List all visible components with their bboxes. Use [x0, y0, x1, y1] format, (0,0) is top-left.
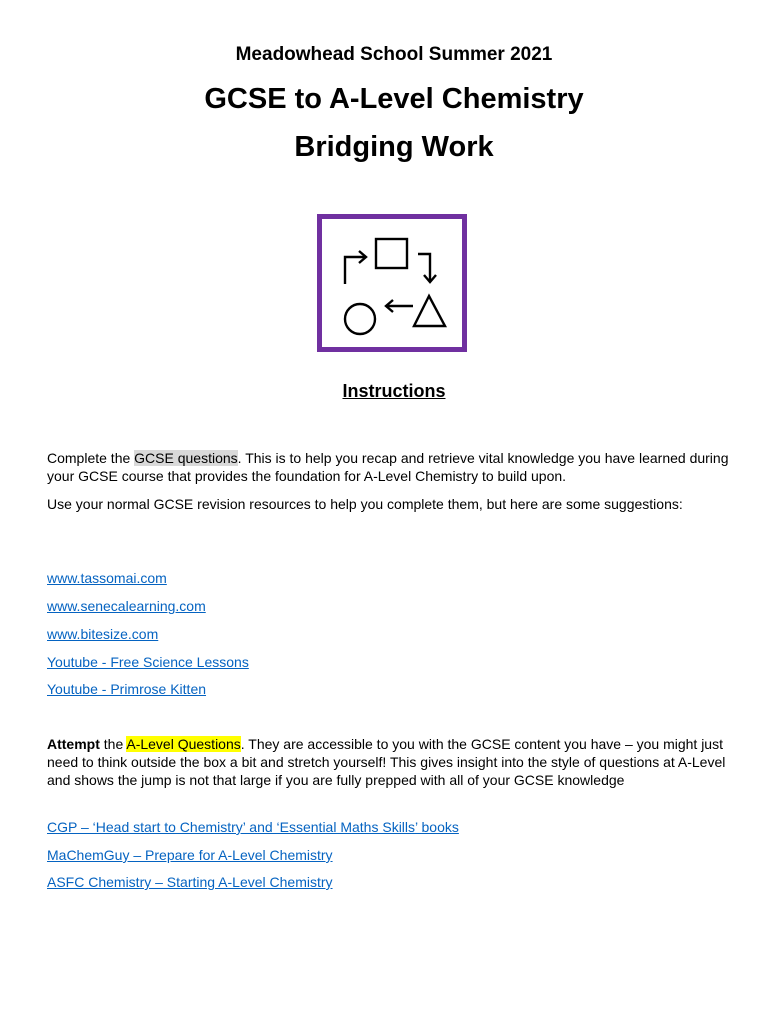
text-fragment: . They are accessible to you with the GCSE content you have – you might just need to think outside the box a bit and stretch yourself! This gives insight into the style of questions at A-Level and shows the jump is not that large if you are fully prepped with all of your GCSE knowledge [47, 736, 726, 788]
page-subtitle: Bridging Work [294, 131, 494, 163]
alevel-paragraph [47, 735, 737, 789]
attempt-bold: Attempt [47, 736, 100, 752]
instructions-paragraph [47, 449, 737, 485]
suggestions-paragraph: Use your normal GCSE revision resources to help you complete them, but here are some suggestions: [47, 496, 683, 512]
link-free-science-lessons[interactable]: Youtube - Free Science Lessons [47, 654, 249, 670]
gcse-questions-highlight: GCSE questions [134, 450, 238, 466]
link-machemguy[interactable]: MaChemGuy – Prepare for A-Level Chemistry [47, 847, 333, 863]
link-senecalearning[interactable]: www.senecalearning.com [47, 598, 206, 614]
alevel-questions-highlight: A-Level Questions [126, 736, 241, 752]
link-bitesize[interactable]: www.bitesize.com [47, 626, 159, 642]
text-fragment: . This is to help you recap and retrieve vital knowledge you have learned during your GCSE course that provides the foundation for A-Level Chemistry to build upon. [47, 450, 729, 484]
process-cycle-icon [317, 214, 467, 352]
link-asfc-chemistry[interactable]: ASFC Chemistry – Starting A-Level Chemistry [47, 874, 333, 890]
text-fragment: Complete the [47, 450, 135, 466]
link-tassomai[interactable]: www.tassomai.com [47, 570, 167, 586]
link-primrose-kitten[interactable]: Youtube - Primrose Kitten [47, 681, 207, 697]
instructions-heading: Instructions [342, 381, 446, 401]
school-name: Meadowhead School Summer 2021 [235, 44, 553, 65]
text-fragment: the [99, 736, 127, 752]
page-title: GCSE to A-Level Chemistry [204, 83, 584, 115]
link-cgp-books[interactable]: CGP – ‘Head start to Chemistry’ and ‘Essential Maths Skills’ books [47, 819, 459, 835]
